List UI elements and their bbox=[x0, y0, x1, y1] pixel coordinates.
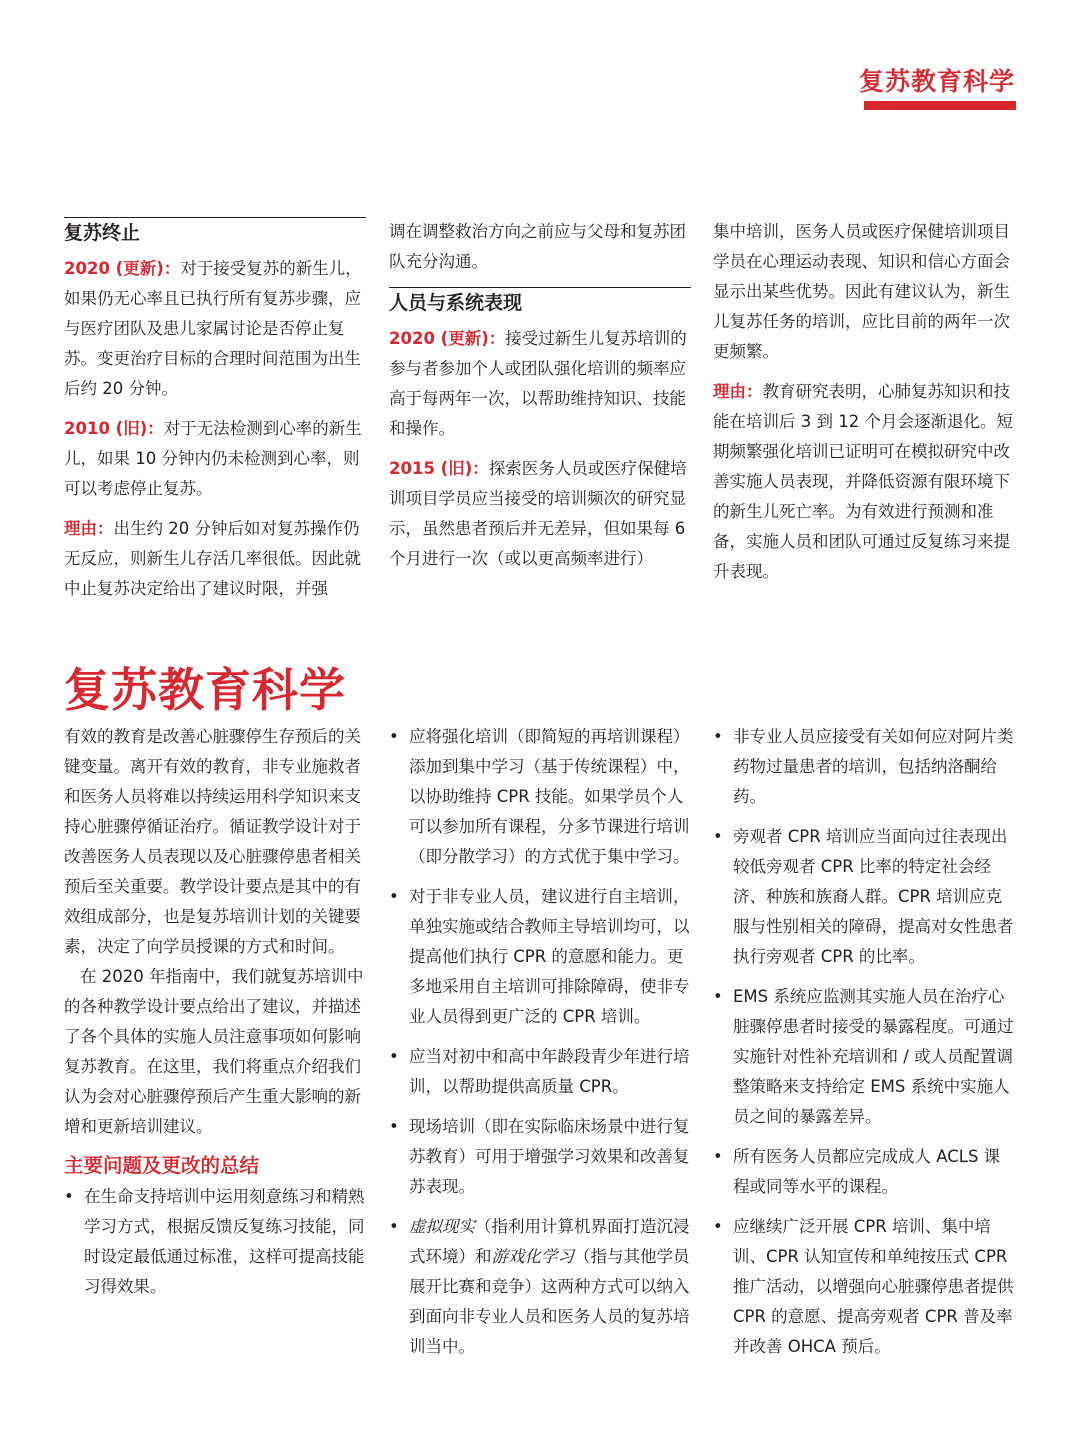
section-heading-performance: 人员与系统表现 bbox=[389, 287, 691, 316]
paragraph-2020-update bbox=[64, 254, 366, 404]
text-2020-update-2: 接受过新生儿复苏培训的参与者参加个人或团队强化培训的频率应高于每两年一次，以帮助维持知识、技能和操作。 bbox=[389, 329, 687, 438]
list-item: • EMS 系统应监测其实施人员在治疗心脏骤停患者时接受的暴露程度。可通过实施针对性补充培训和 / 或人员配置调整策略来支持给定 EMS 系统中实施人员之间的暴露差异。 bbox=[713, 982, 1016, 1132]
list-item: • 所有医务人员都应完成成人 ACLS 课程或同等水平的课程。 bbox=[713, 1142, 1016, 1202]
label-2020-update-2: 2020 (更新)： bbox=[389, 329, 506, 348]
list-item: • 应继续广泛开展 CPR 培训、集中培训、CPR 认知宣传和单纯按压式 CPR 推广活动，以增强向心脏骤停患者提供 CPR 的意愿、提高旁观者 CPR 普及率并改善 OHCA 预后。 bbox=[713, 1212, 1016, 1362]
list-item: • 非专业人员应接受有关如何应对阿片类药物过量患者的培训，包括纳洛酮给药。 bbox=[713, 722, 1016, 812]
page-header-title: 复苏教育科学 bbox=[858, 67, 1015, 96]
text-rationale: 出生约 20 分钟后如对复苏操作仍无反应，则新生儿存活几率很低。因此就中止复苏决定给出了建议时限，并强 bbox=[64, 519, 361, 598]
paragraph-rationale-2 bbox=[713, 377, 1016, 587]
paragraph-continuation: 调在调整救治方向之前应与父母和复苏团队充分沟通。 bbox=[389, 222, 686, 271]
paragraph-rationale bbox=[64, 514, 366, 604]
text-2020-update: 对于接受复苏的新生儿，如果仍无心率且已执行所有复苏步骤，应与医疗团队及患儿家属讨论是否停止复苏。变更治疗目标的合理时间范围为出生后约 20 分钟。 bbox=[64, 259, 362, 398]
top-column-3 bbox=[713, 217, 1016, 597]
list-item: • 旁观者 CPR 培训应当面向过往表现出较低旁观者 CPR 比率的特定社会经济、种族和族裔人群。CPR 培训应克服与性别相关的障碍，提高对女性患者执行旁观者 CPR 的比率。 bbox=[713, 822, 1016, 972]
paragraph-continuation-2: 集中培训，医务人员或医疗保健培训项目学员在心理运动表现、知识和信心方面会显示出某些优势。因此有建议认为，新生儿复苏任务的培训，应比目前的两年一次更频繁。 bbox=[713, 222, 1010, 361]
section-title: 复苏教育科学 bbox=[64, 663, 346, 717]
label-2020-update: 2020 (更新)： bbox=[64, 259, 181, 278]
label-rationale-2: 理由： bbox=[713, 382, 763, 401]
list-item bbox=[389, 1212, 691, 1362]
bottom-column-2 bbox=[389, 722, 691, 1372]
list-item: • 现场培训（即在实际临床场景中进行复苏教育）可用于增强学习效果和改善复苏表现。 bbox=[389, 1112, 691, 1202]
list-item: • 应当对初中和高中年龄段青少年进行培训，以帮助提供高质量 CPR。 bbox=[389, 1042, 691, 1102]
term-virtual-reality: 虚拟现实 bbox=[409, 1217, 475, 1236]
term-gamified-learning: 游戏化学习 bbox=[491, 1247, 574, 1266]
bottom-column-3 bbox=[713, 722, 1016, 1372]
paragraph-2015-old bbox=[389, 454, 691, 574]
list-item: • 在生命支持培训中运用刻意练习和精熟学习方式，根据反馈反复练习技能，同时设定最低通过标准，这样可提高技能习得效果。 bbox=[64, 1182, 366, 1302]
top-column-1 bbox=[64, 217, 366, 614]
text-2010-old: 对于无法检测到心率的新生儿，如果 10 分钟内仍未检测到心率，则可以考虑停止复苏。 bbox=[64, 419, 362, 498]
summary-list-3 bbox=[713, 722, 1016, 1362]
top-column-2 bbox=[389, 217, 691, 584]
bottom-column-1 bbox=[64, 722, 366, 1312]
label-rationale: 理由： bbox=[64, 519, 114, 538]
section-heading-termination: 复苏终止 bbox=[64, 217, 366, 246]
summary-list-1 bbox=[64, 1182, 366, 1302]
text-gamified-desc: （指与其他学员展开比赛和竞争）这两种方式可以纳入到面向非专业人员和医务人员的复苏培训当中。 bbox=[409, 1247, 690, 1356]
label-2010-old: 2010 (旧)： bbox=[64, 419, 164, 438]
list-item: • 对于非专业人员，建议进行自主培训，单独实施或结合教师主导培训均可，以提高他们执行 CPR 的意愿和能力。更多地采用自主培训可排除障碍，使非专业人员得到更广泛的 CPR 培训。 bbox=[389, 882, 691, 1032]
label-2015-old: 2015 (旧)： bbox=[389, 459, 489, 478]
summary-list-2 bbox=[389, 722, 691, 1362]
text-vr-desc: （指利用计算机界面打造沉浸式环境）和 bbox=[409, 1217, 690, 1266]
text-2015-old: 探索医务人员或医疗保健培训项目学员应当接受的培训频次的研究显示，虽然患者预后并无差异，但如果每 6 个月进行一次（或以更高频率进行） bbox=[389, 459, 687, 568]
summary-heading: 主要问题及更改的总结 bbox=[64, 1154, 260, 1177]
intro-paragraph-2: 在 2020 年指南中，我们就复苏培训中的各种教学设计要点给出了建议，并描述了各个具体的实施人员注意事项如何影响复苏教育。在这里，我们将重点介绍我们认为会对心脏骤停预后产生重大影响的新增和更新培训建议。 bbox=[64, 967, 364, 1136]
list-item: • 应将强化培训（即简短的再培训课程）添加到集中学习（基于传统课程）中，以协助维持 CPR 技能。如果学员个人可以参加所有课程，分多节课进行培训（即分散学习）的方式优于集中学习。 bbox=[389, 722, 691, 872]
paragraph-2020-update-2 bbox=[389, 324, 691, 444]
text-rationale-2: 教育研究表明，心肺复苏知识和技能在培训后 3 到 12 个月会逐渐退化。短期频繁强化培训已证明可在模拟研究中改善实施人员表现，并降低资源有限环境下的新生儿死亡率。为有效进行预测和准备，实施人员和团队可通过反复练习来提升表现。 bbox=[713, 382, 1013, 581]
header-accent-bar bbox=[864, 101, 1016, 110]
intro-paragraph-1: 有效的教育是改善心脏骤停生存预后的关键变量。离开有效的教育，非专业施救者和医务人员将难以持续运用科学知识来支持心脏骤停循证治疗。循证教学设计对于改善医务人员表现以及心脏骤停患者相关预后至关重要。教学设计要点是其中的有效组成部分，也是复苏培训计划的关键要素，决定了向学员授课的方式和时间。 bbox=[64, 727, 361, 956]
paragraph-2010-old bbox=[64, 414, 366, 504]
